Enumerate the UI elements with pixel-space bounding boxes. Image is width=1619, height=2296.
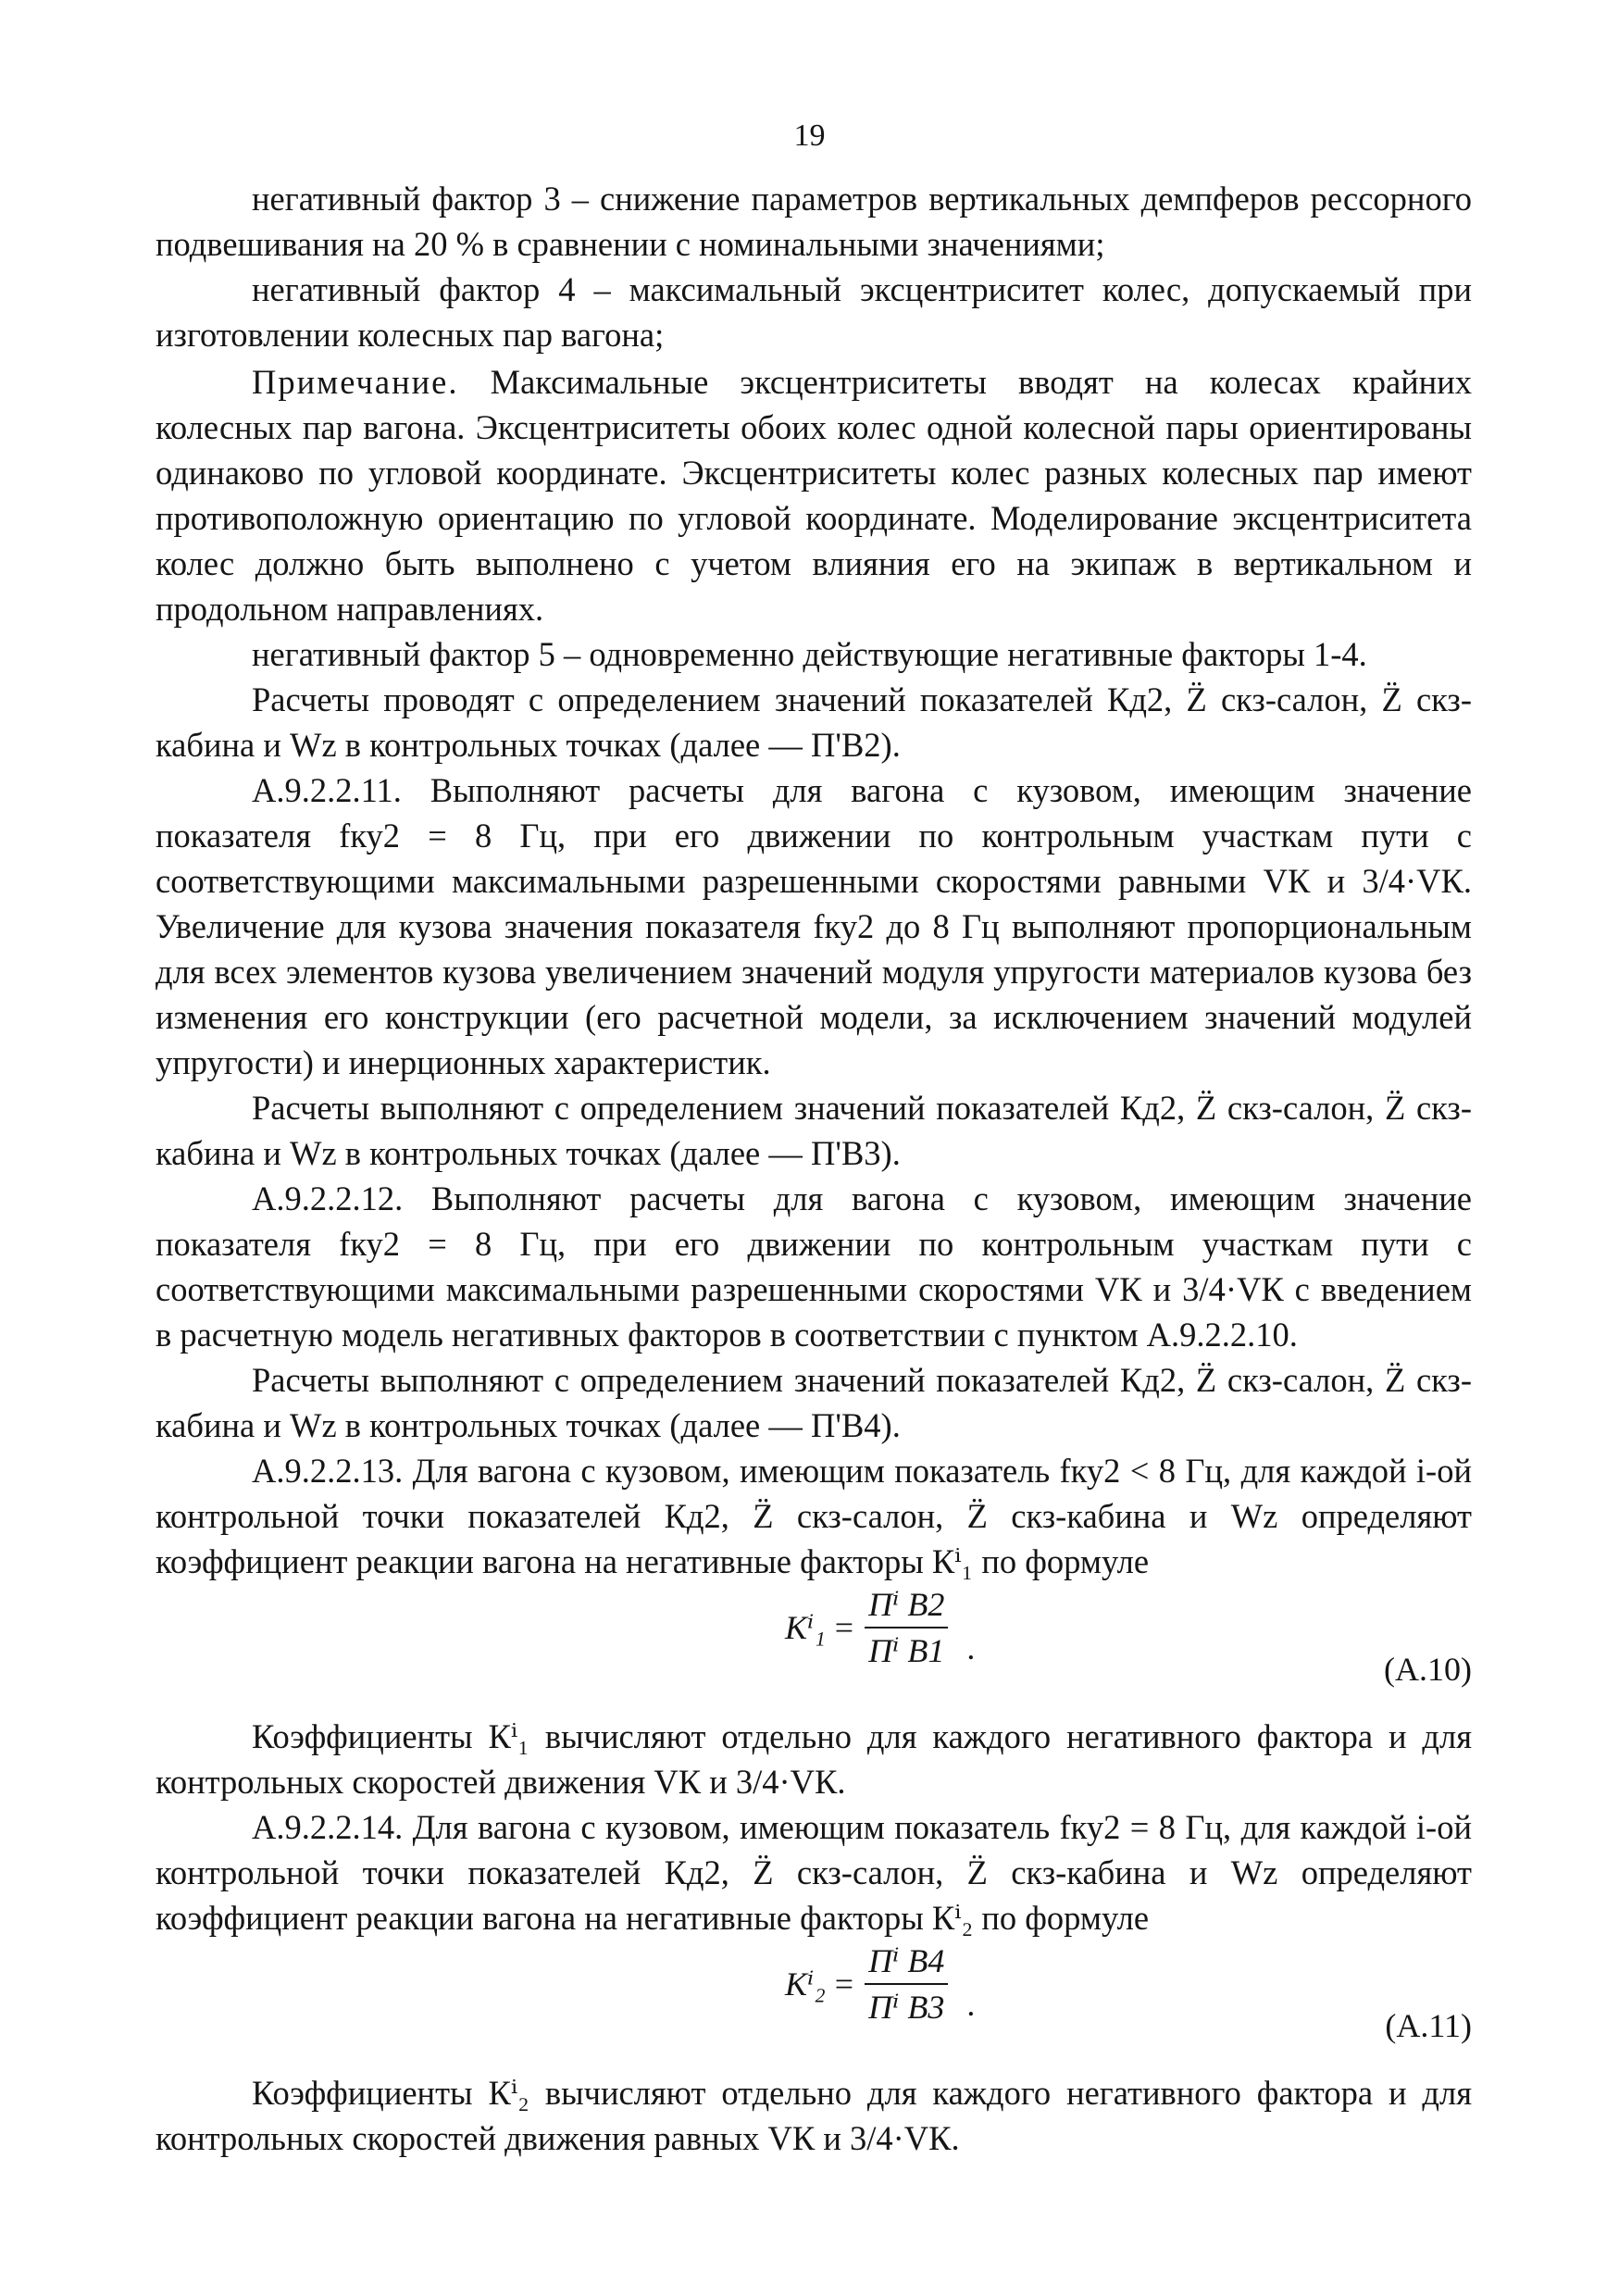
paragraph-calc-b4: Расчеты выполняют с определением значений показателей Кд2, Z̈ скз-салон, Z̈ скз-кабина и Wz в контрольных точках (далее — П'В4). [156,1361,1472,1444]
fraction [865,1940,948,2028]
fraction [865,1584,948,1671]
paragraph-k1-note: Коэффициенты Кⁱ₁ вычисляют отдельно для каждого негативного фактора и для контрольных скоростей движения VК и 3/4·VК. [156,1717,1472,1801]
formula-a11-denominator: Пⁱ В3 [868,1989,945,2026]
body-text [156,176,1472,2161]
formula-a10-expression [785,1584,975,1671]
paragraph-negative-factor-5: негативный фактор 5 – одновременно действующие негативные факторы 1-4. [252,635,1367,673]
paragraph-a-9-2-2-14: А.9.2.2.14. Для вагона с кузовом, имеющим показатель fку2 = 8 Гц, для каждой i-ой контрольной точки показателей Кд2, Z̈ скз-салон, Z̈ скз-кабина и Wz определяют коэффициент реакции вагона на негативные факторы Кⁱ₂ по формуле [156,1808,1472,1937]
paragraph-calc-b2: Расчеты проводят с определением значений показателей Кд2, Z̈ скз-салон, Z̈ скз-кабина и Wz в контрольных точках (далее — П'В2). [156,680,1472,764]
formula-a10-number: (А.10) [1384,1651,1472,1688]
formula-a10 [156,1584,1472,1714]
paragraph-k2-note: Коэффициенты Кⁱ₂ вычисляют отдельно для каждого негативного фактора и для контрольных скоростей движения равных VК и 3/4·VК. [156,2074,1472,2157]
formula-a11-expression [785,1940,975,2028]
formula-period: . [966,1629,976,1666]
paragraph-calc-b3: Расчеты выполняют с определением значений показателей Кд2, Z̈ скз-салон, Z̈ скз-кабина и Wz в контрольных точках (далее — П'В3). [156,1089,1472,1172]
page-number: 19 [793,119,826,153]
equals-sign: = [834,1965,854,2003]
note-label: Примечание. [252,363,459,401]
paragraph-a-9-2-2-12: А.9.2.2.12. Выполняют расчеты для вагона с кузовом, имеющим значение показателя fку2 = 8 Гц, при его движении по контрольным участкам пути с соответствующими максимальными разрешенными скоростями VК и 3/4·VК с введением в расчетную модель негативных факторов в соответствии с пунктом А.9.2.2.10. [156,1179,1472,1354]
equals-sign: = [834,1608,854,1646]
note-text: Максимальные эксцентриситеты вводят на колесах крайних колесных пар вагона. Эксцентриситеты обоих колес одной колесной пары ориентированы одинаково по угловой координате. Эксцентриситеты колес разных колесных пар имеют противоположную ориентацию по угловой координате. Моделирование эксцентриситета колес должно быть выполнено с учетом влияния его на экипаж в вертикальном и продольном направлениях. [156,363,1472,628]
paragraph-a-9-2-2-11: А.9.2.2.11. Выполняют расчеты для вагона с кузовом, имеющим значение показателя fку2 = 8 Гц, при его движении по контрольным участкам пути с соответствующими максимальными разрешенными скоростями равными VК и 3/4·VК. Увеличение для кузова значения показателя fку2 до 8 Гц выполняют пропорциональным для всех элементов кузова увеличением значений модуля упругости материалов кузова без изменения его конструкции (его расчетной модели, за исключением значений модулей упругости) и инерционных характеристик. [156,771,1472,1081]
formula-a10-lhs: Kⁱ₁ [785,1608,826,1646]
formula-a11 [156,1940,1472,2070]
formula-a11-lhs: Kⁱ₂ [785,1965,826,2003]
formula-a10-denominator: Пⁱ В1 [868,1632,945,1669]
paragraph-negative-factor-3: негативный фактор 3 – снижение параметров вертикальных демпферов рессорного подвешивания на 20 % в сравнении с номинальными значениями; [156,180,1472,263]
paragraph-note [156,359,1472,631]
formula-period: . [966,1986,976,2023]
formula-a11-numerator: Пⁱ В4 [865,1940,948,1985]
paragraph-a-9-2-2-13: А.9.2.2.13. Для вагона с кузовом, имеющим показатель fку2 < 8 Гц, для каждой i-ой контрольной точки показателей Кд2, Z̈ скз-салон, Z̈ скз-кабина и Wz определяют коэффициент реакции вагона на негативные факторы Кⁱ₁ по формуле [156,1452,1472,1580]
formula-a10-numerator: Пⁱ В2 [865,1584,948,1628]
paragraph-negative-factor-4: негативный фактор 4 – максимальный эксцентриситет колес, допускаемый при изготовлении колесных пар вагона; [156,270,1472,354]
formula-a11-number: (А.11) [1385,2007,1472,2044]
